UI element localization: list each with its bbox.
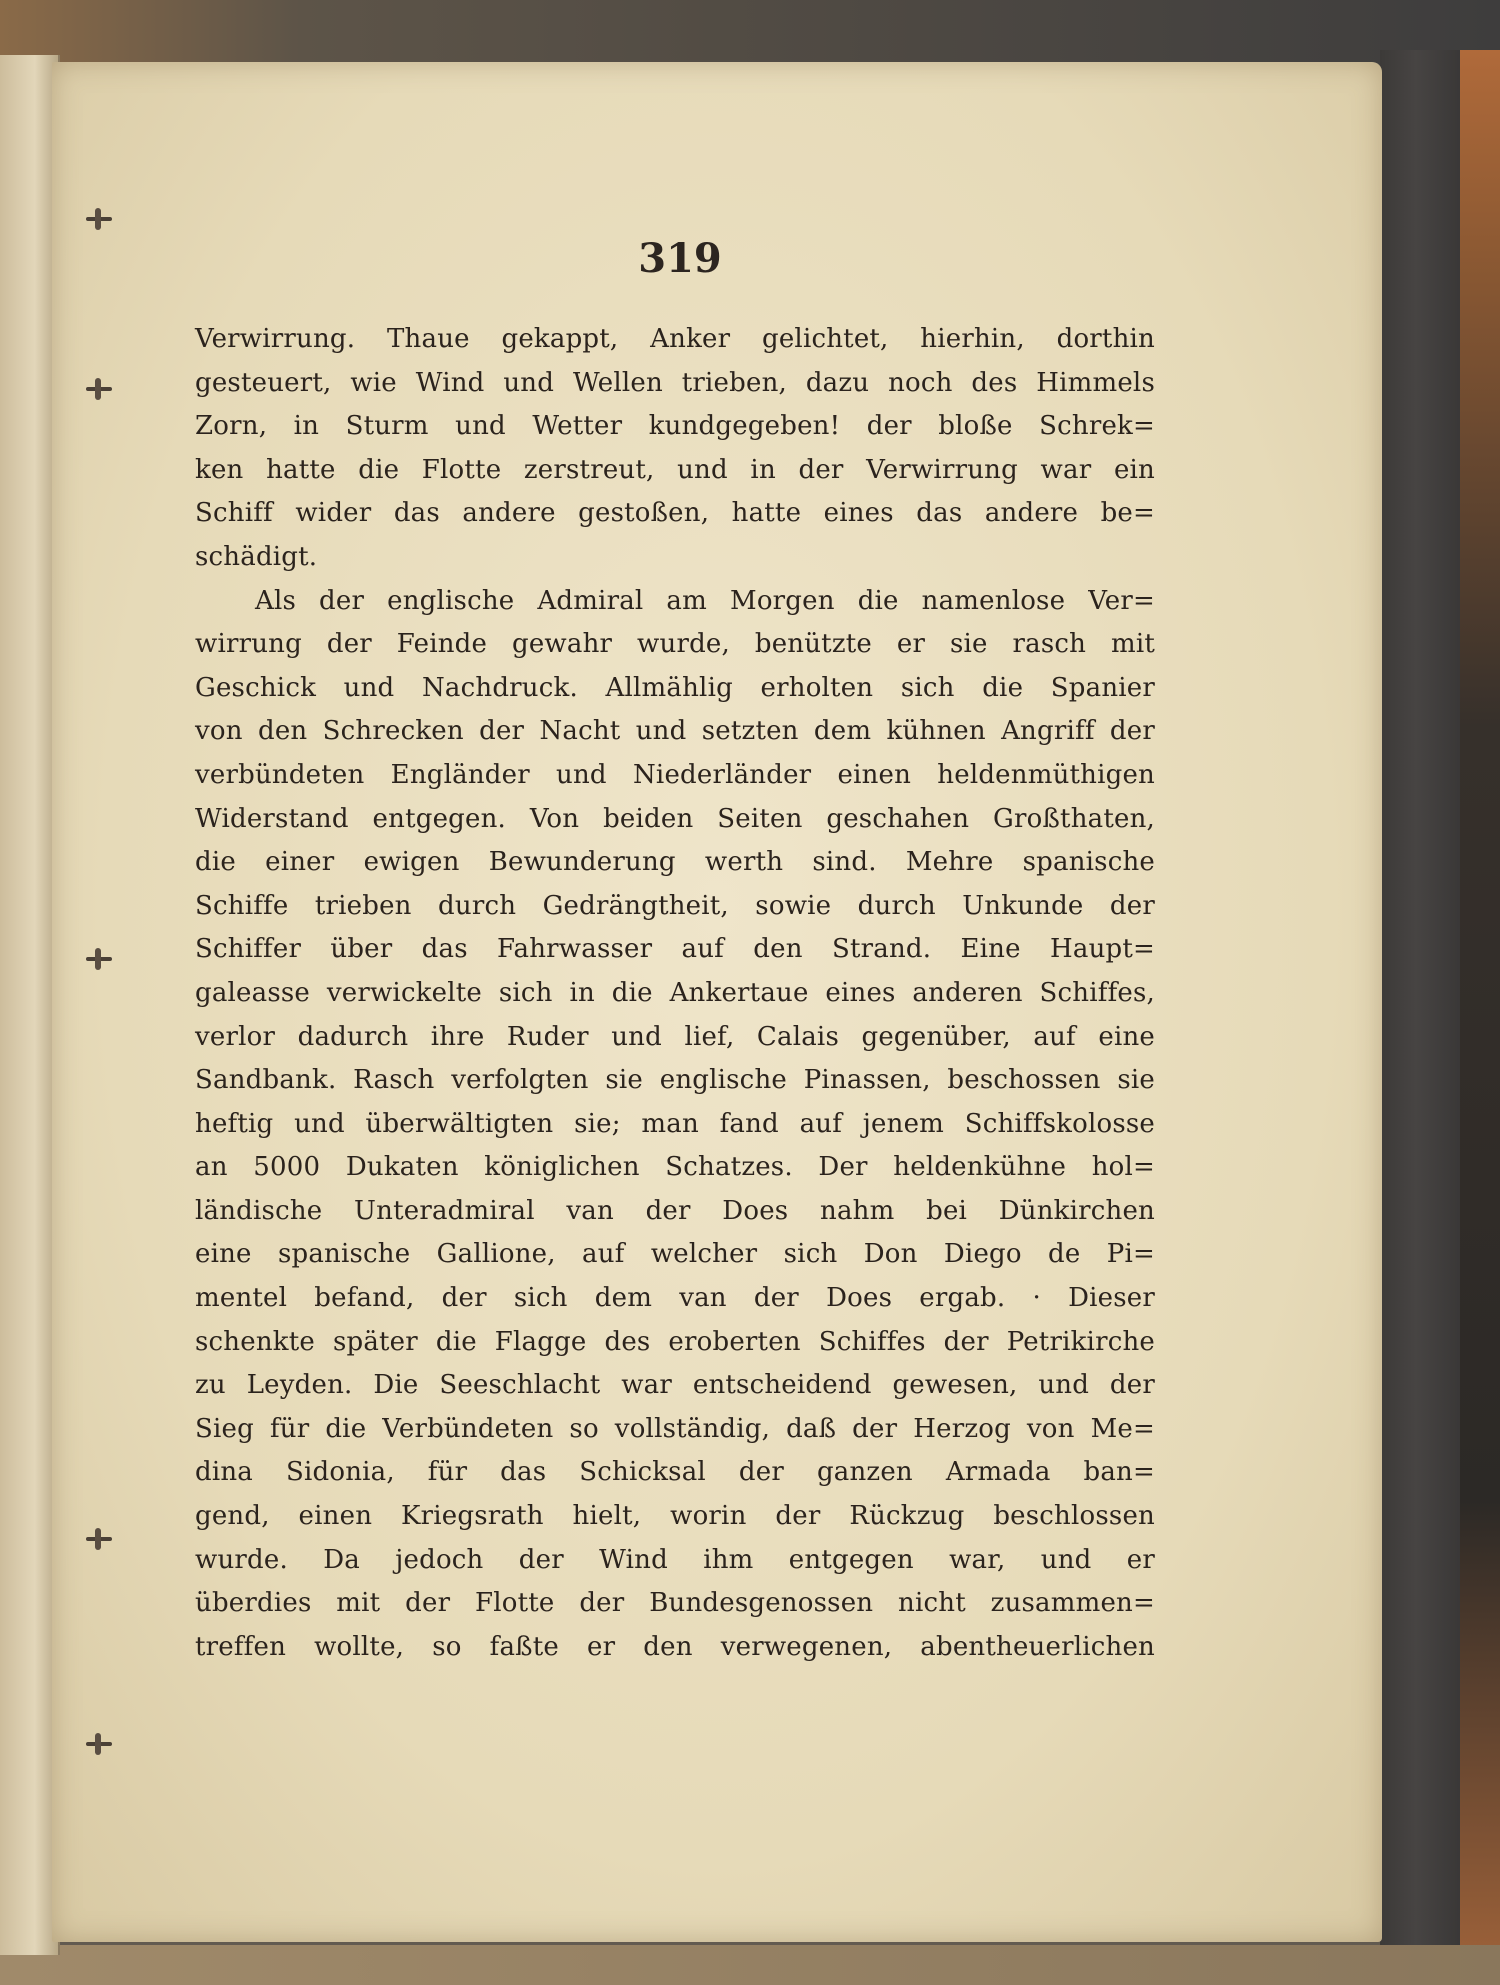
page-number: 319 xyxy=(638,235,722,282)
text-line: Schiffe trieben durch Gedrängtheit, sowie durch Unkunde der xyxy=(195,890,1155,921)
text-line: Zorn, in Sturm und Wetter kundgegeben! der bloße Schrek= xyxy=(195,411,1155,442)
text-line: schenkte später die Flagge des eroberten Schiffes der Petrikirche xyxy=(195,1326,1155,1357)
body-text xyxy=(195,318,1155,1669)
previous-page-edge xyxy=(0,55,60,1955)
text-line: wurde. Da jedoch der Wind ihm entgegen war, und er xyxy=(195,1544,1155,1575)
text-line: ken hatte die Flotte zerstreut, und in der Verwirrung war ein xyxy=(195,454,1155,485)
text-line: eine spanische Gallione, auf welcher sich Don Diego de Pi= xyxy=(195,1239,1155,1270)
text-line: gend, einen Kriegsrath hielt, worin der Rückzug beschlossen xyxy=(195,1501,1155,1532)
text-line: an 5000 Dukaten königlichen Schatzes. Der heldenkühne hol= xyxy=(195,1152,1155,1183)
text-line: überdies mit der Flotte der Bundesgenossen nicht zusammen= xyxy=(195,1588,1155,1619)
text-line: zu Leyden. Die Seeschlacht war entscheidend gewesen, und der xyxy=(195,1370,1155,1401)
binding-thread-mark xyxy=(86,217,112,221)
text-line: galeasse verwickelte sich in die Ankertaue eines anderen Schiffes, xyxy=(195,977,1155,1008)
text-line: ländische Unteradmiral van der Does nahm bei Dünkirchen xyxy=(195,1195,1155,1226)
binding-thread-mark xyxy=(86,957,112,961)
text-line: gesteuert, wie Wind und Wellen trieben, dazu noch des Himmels xyxy=(195,367,1155,398)
text-line: Sandbank. Rasch verfolgten sie englische Pinassen, beschossen sie xyxy=(195,1065,1155,1096)
text-line: Widerstand entgegen. Von beiden Seiten geschahen Großthaten, xyxy=(195,803,1155,834)
text-line: heftig und überwältigten sie; man fand auf jenem Schiffskolosse xyxy=(195,1108,1155,1139)
text-line: schädigt. xyxy=(195,541,318,572)
text-line: Schiffer über das Fahrwasser auf den Strand. Eine Haupt= xyxy=(195,934,1155,965)
text-line: Sieg für die Verbündeten so vollständig, daß der Herzog von Me= xyxy=(195,1413,1155,1444)
text-line: Verwirrung. Thaue gekappt, Anker gelichtet, hierhin, dorthin xyxy=(195,324,1155,354)
text-line: dina Sidonia, für das Schicksal der ganzen Armada ban= xyxy=(195,1457,1155,1488)
text-line: wirrung der Feinde gewahr wurde, benützte er sie rasch mit xyxy=(195,629,1155,660)
text-line: Schiff wider das andere gestoßen, hatte eines das andere be= xyxy=(195,498,1155,529)
text-line: treffen wollte, so faßte er den verwegenen, abentheuerlichen xyxy=(195,1631,1155,1662)
book-cover-right-edge xyxy=(1380,50,1500,1985)
text-line: Geschick und Nachdruck. Allmählig erholten sich die Spanier xyxy=(195,672,1155,703)
binding-thread-mark xyxy=(86,1742,112,1746)
binding-thread-mark xyxy=(86,1537,112,1541)
text-line: die einer ewigen Bewunderung werth sind. Mehre spanische xyxy=(195,847,1155,878)
text-line: verbündeten Engländer und Niederländer einen heldenmüthigen xyxy=(195,759,1155,790)
book-cover-bottom-edge xyxy=(0,1945,1500,1985)
text-line: von den Schrecken der Nacht und setzten dem kühnen Angriff der xyxy=(195,716,1155,747)
text-line: Als der englische Admiral am Morgen die namenlose Ver= xyxy=(255,585,1155,616)
text-line: verlor dadurch ihre Ruder und lief, Calais gegenüber, auf eine xyxy=(195,1021,1155,1052)
binding-thread-mark xyxy=(86,387,112,391)
text-line: mentel befand, der sich dem van der Does ergab. · Dieser xyxy=(195,1283,1155,1314)
